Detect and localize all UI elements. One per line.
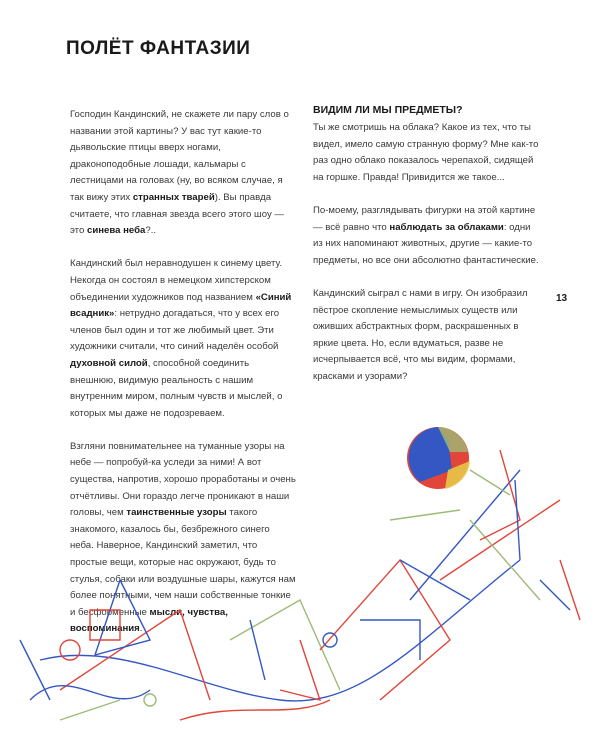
page-title: ПОЛЁТ ФАНТАЗИИ <box>66 38 251 59</box>
page-number: 13 <box>556 293 568 304</box>
paragraph-blue-rider: Кандинский был неравнодушен к синему цвету. Некогда он состоял в немецком хипстерском объединении художников под названием «Синий всадник»: нетрудно догадаться, что у всех его членов был один и тот же любимый цвет. Эти художники считали, что синий наделён особой духовной силой, способной соединить внешнюю, видимую реальность с нашим внутренним миром, полным чувств и мыслей, о которых мы даже не подозреваем. <box>70 258 292 419</box>
paragraph-figures: По-моему, разглядывать фигурки на этой картине — всё равно что наблюдать за облаками: одни из них напоминают животных, другие — какие-то предметы, но все они абсолютно фантастические. <box>313 204 539 266</box>
right-column <box>313 103 541 402</box>
paragraph-clouds: Ты же смотришь на облака? Какое из тех, что ты видел, имело самую странную форму? Мне как-то раз одно облако показалось черепахой, сидящей на горшке. Правда! Привидится же такое... <box>313 122 539 183</box>
left-column <box>70 107 296 655</box>
section-heading: ВИДИМ ЛИ МЫ ПРЕДМЕТЫ? <box>313 104 463 116</box>
paragraph-patterns: Взгляни повнимательнее на туманные узоры на небе — попробуй-ка уследи за ними! А вот существа, напротив, хорошо проработаны и очень отчётливы. Они гораздо легче проникают в наши головы, чем таинственные узоры такого знакомого, казалось бы, безбрежного синего неба. Наверное, Кандинский заметил, что простые вещи, которые нас окружают, будь то стулья, собаки или воздушные шары, кажутся нам более понятными, чем наши собственные тонкие и бесформенные мысли, чувства, воспоминания. <box>70 440 296 635</box>
paragraph-game: Кандинский сыграл с нами в игру. Он изобразил пёстрое скопление немыслимых существ или оживших абстрактных форм, раскрашенных в яркие цвета. Но, если вдуматься, разве не исчерпывается всё, что мы видим, формами, красками и узорами? <box>313 287 528 382</box>
sphere-icon <box>407 427 470 489</box>
paragraph-creatures: Господин Кандинский, не скажете ли пару слов о названии этой картины? У вас тут какие-то дьявольские птицы вверх ногами, драконоподобные лошади, кальмары с лестницами на головах (ну, во всяком случае, я так вижу этих странных тварей). Вы правда считаете, что главная звезда всего этого шоу — это синева неба?.. <box>70 109 289 237</box>
